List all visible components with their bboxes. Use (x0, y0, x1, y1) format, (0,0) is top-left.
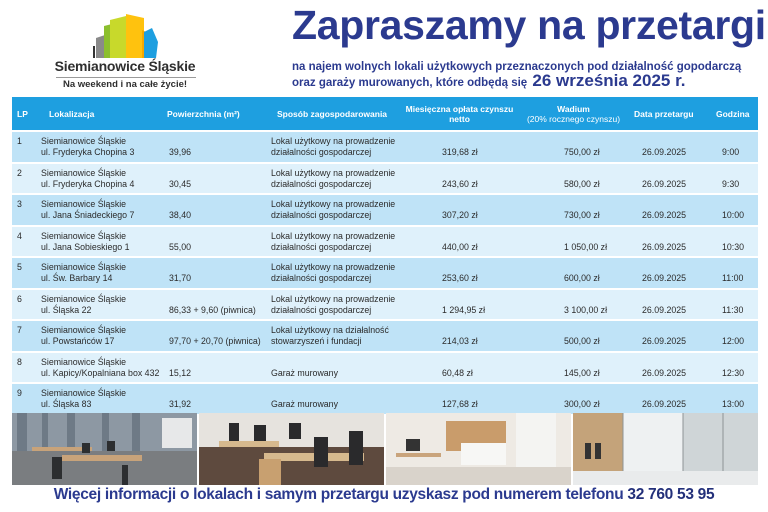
footer-contact (0, 486, 768, 504)
page-subtitle (292, 60, 741, 90)
cell-sposob (263, 227, 398, 257)
auction-time: 12:30 (722, 367, 745, 378)
auction-time: 11:30 (722, 304, 744, 315)
photo-glass-office (573, 413, 758, 485)
col-header-lokalizacja: Lokalizacja (49, 108, 95, 119)
street: ul. Kapicy/Kopalniana box 432 (41, 367, 160, 378)
auction-date: 26.09.2025 (642, 304, 687, 315)
cell-sposob (263, 384, 398, 414)
cell-godzina (706, 384, 758, 414)
row-number: 4 (17, 230, 22, 241)
logo-divider (56, 77, 196, 78)
cell-powierzchnia (155, 132, 263, 162)
photo-bright-office (386, 413, 571, 485)
area: 15,12 (169, 367, 192, 378)
use-line-1: Lokal użytkowy na prowadzenie (271, 136, 396, 146)
table-row (12, 227, 758, 257)
row-number: 5 (17, 262, 22, 272)
area: 38,40 (169, 210, 192, 220)
table-row (12, 164, 758, 194)
cell-wadium (521, 195, 626, 225)
city-logo (50, 8, 200, 88)
cell-data (626, 227, 706, 257)
col-header-wadium-line1: Wadium (557, 103, 590, 114)
auction-time: 12:00 (722, 336, 745, 346)
area: 39,96 (169, 147, 192, 157)
deposit: 500,00 zł (564, 336, 600, 346)
deposit: 145,00 zł (564, 367, 600, 378)
cell-lokalizacja (35, 227, 155, 257)
city: Siemianowice Śląskie (41, 356, 127, 367)
cell-lp (12, 227, 35, 257)
row-number: 6 (17, 293, 22, 304)
city: Siemianowice Śląskie (41, 136, 127, 146)
table-header (12, 97, 758, 130)
city-skyline-logo-icon (86, 12, 166, 58)
cell-sposob (263, 258, 398, 288)
auction-time: 10:30 (722, 241, 745, 252)
cell-lokalizacja (35, 195, 155, 225)
table-row (12, 384, 758, 414)
auction-date: 26.09.2025 (642, 399, 687, 409)
street: ul. Fryderyka Chopina 4 (41, 178, 135, 189)
cell-powierzchnia (155, 164, 263, 194)
cell-godzina (706, 164, 758, 194)
col-header-oplata-line1: Miesięczna opłata czynszu (405, 103, 514, 114)
subtitle-line-2-text: oraz garaży murowanych, które odbędą się (292, 77, 528, 89)
photo-open-office (12, 413, 197, 485)
footer-phone-number[interactable]: 32 760 53 95 (627, 486, 715, 503)
cell-lp (12, 321, 35, 351)
cell-sposob (263, 321, 398, 351)
col-header-wadium (521, 104, 626, 124)
cell-godzina (706, 321, 758, 351)
street: ul. Jana Śniadeckiego 7 (41, 210, 135, 220)
col-header-oplata-line2: netto (449, 113, 470, 124)
col-header-wadium-line2: (20% rocznego czynszu) (526, 113, 621, 124)
use-line-1: Lokal użytkowy na prowadzenie (271, 167, 396, 178)
city: Siemianowice Śląskie (41, 262, 127, 272)
photo-strip (12, 413, 758, 485)
street: ul. Jana Sobieskiego 1 (41, 241, 130, 252)
cell-sposob (263, 164, 398, 194)
table-row (12, 321, 758, 351)
use-line-1: Lokal użytkowy na prowadzenie (271, 199, 396, 209)
city: Siemianowice Śląskie (41, 167, 127, 178)
area: 97,70 + 20,70 (piwnica) (169, 336, 261, 346)
col-header-sposob: Sposób zagospodarowania (277, 108, 388, 119)
cell-wadium (521, 258, 626, 288)
table-row (12, 290, 758, 320)
cell-wadium (521, 321, 626, 351)
cell-wadium (521, 164, 626, 194)
deposit: 3 100,00 zł (564, 304, 608, 315)
auction-date: 26.09.2025 (642, 210, 687, 220)
cell-wadium (521, 384, 626, 414)
cell-oplata (398, 132, 521, 162)
cell-lokalizacja (35, 164, 155, 194)
monthly-rent: 319,68 zł (442, 147, 478, 157)
area: 30,45 (169, 178, 192, 189)
auction-date-highlight: 26 września 2025 r. (532, 71, 686, 90)
auction-date: 26.09.2025 (642, 336, 687, 346)
cell-data (626, 258, 706, 288)
col-header-godzina: Godzina (716, 108, 750, 119)
subtitle-line-1: na najem wolnych lokali użytkowych przeznaczonych pod działalność gopodarczą (292, 61, 742, 73)
area: 31,70 (169, 273, 192, 283)
col-header-lp: LP (17, 108, 28, 119)
cell-oplata (398, 164, 521, 194)
cell-oplata (398, 290, 521, 320)
cell-lokalizacja (35, 290, 155, 320)
cell-powierzchnia (155, 227, 263, 257)
area: 31,92 (169, 399, 192, 409)
cell-lp (12, 164, 35, 194)
auction-date: 26.09.2025 (642, 178, 687, 189)
cell-powierzchnia (155, 321, 263, 351)
cell-lp (12, 290, 35, 320)
row-number: 2 (17, 167, 22, 178)
monthly-rent: 243,60 zł (442, 178, 478, 189)
cell-lokalizacja (35, 258, 155, 288)
cell-lp (12, 132, 35, 162)
monthly-rent: 60,48 zł (442, 367, 473, 378)
table-row (12, 195, 758, 225)
cell-sposob (263, 132, 398, 162)
cell-oplata (398, 384, 521, 414)
cell-lokalizacja (35, 384, 155, 414)
cell-oplata (398, 321, 521, 351)
auction-time: 10:00 (722, 210, 745, 220)
cell-data (626, 384, 706, 414)
use-line-2: działalności gospodarczej (271, 241, 372, 252)
use-line-2: działalności gospodarczej (271, 147, 372, 157)
auction-time: 9:30 (722, 178, 740, 189)
street: ul. Fryderyka Chopina 3 (41, 147, 135, 157)
use-line-2: stowarzyszeń i fundacji (271, 336, 362, 346)
cell-sposob (263, 290, 398, 320)
auction-date: 26.09.2025 (642, 241, 687, 252)
cell-godzina (706, 353, 758, 383)
table-row (12, 132, 758, 162)
cell-oplata (398, 258, 521, 288)
cell-godzina (706, 258, 758, 288)
auction-time: 13:00 (722, 399, 745, 409)
cell-data (626, 290, 706, 320)
use-line-1: Lokal użytkowy na działalność (271, 325, 389, 335)
monthly-rent: 440,00 zł (442, 241, 478, 252)
deposit: 600,00 zł (564, 273, 600, 283)
cell-data (626, 164, 706, 194)
cell-wadium (521, 353, 626, 383)
city: Siemianowice Śląskie (41, 199, 127, 209)
subtitle-line-2 (292, 71, 741, 90)
cell-powierzchnia (155, 384, 263, 414)
area: 55,00 (169, 241, 192, 252)
cell-oplata (398, 195, 521, 225)
use-type: Garaż murowany (271, 367, 338, 378)
cell-godzina (706, 195, 758, 225)
cell-oplata (398, 227, 521, 257)
table-row (12, 258, 758, 288)
auction-table (12, 97, 758, 414)
footer-text: Więcej informacji o lokalach i samym przetargu uzyskasz pod numerem telefonu (53, 486, 624, 503)
table-body (12, 132, 758, 414)
deposit: 580,00 zł (564, 178, 600, 189)
deposit: 730,00 zł (564, 210, 600, 220)
cell-lp (12, 353, 35, 383)
cell-sposob (263, 195, 398, 225)
cell-godzina (706, 290, 758, 320)
street: ul. Śląska 83 (41, 399, 92, 409)
use-line-2: działalności gospodarczej (271, 273, 372, 283)
monthly-rent: 127,68 zł (442, 399, 478, 409)
auction-date: 26.09.2025 (642, 367, 687, 378)
use-line-1: Lokal użytkowy na prowadzenie (271, 262, 396, 272)
auction-date: 26.09.2025 (642, 147, 687, 157)
col-header-data: Data przetargu (634, 108, 694, 119)
cell-sposob (263, 353, 398, 383)
city: Siemianowice Śląskie (41, 293, 127, 304)
col-header-oplata (398, 104, 521, 124)
monthly-rent: 307,20 zł (442, 210, 478, 220)
use-line-2: działalności gospodarczej (271, 210, 372, 220)
auction-time: 9:00 (722, 147, 740, 157)
deposit: 300,00 zł (564, 399, 600, 409)
photo-office-desks (199, 413, 384, 485)
deposit: 1 050,00 zł (564, 241, 608, 252)
cell-powierzchnia (155, 258, 263, 288)
cell-data (626, 321, 706, 351)
cell-powierzchnia (155, 290, 263, 320)
city: Siemianowice Śląskie (41, 230, 127, 241)
cell-wadium (521, 227, 626, 257)
street: ul. Św. Barbary 14 (41, 273, 113, 283)
row-number: 8 (17, 356, 22, 367)
row-number: 9 (17, 388, 22, 398)
cell-wadium (521, 290, 626, 320)
cell-godzina (706, 227, 758, 257)
cell-lp (12, 384, 35, 414)
cell-godzina (706, 132, 758, 162)
cell-wadium (521, 132, 626, 162)
monthly-rent: 214,03 zł (442, 336, 478, 346)
deposit: 750,00 zł (564, 147, 600, 157)
cell-data (626, 195, 706, 225)
street: ul. Śląska 22 (41, 304, 92, 315)
table-row (12, 353, 758, 383)
monthly-rent: 1 294,95 zł (442, 304, 486, 315)
use-line-2: działalności gospodarczej (271, 178, 372, 189)
logo-tagline: Na weekend i na całe życie! (62, 79, 188, 90)
use-type: Garaż murowany (271, 399, 338, 409)
city: Siemianowice Śląskie (41, 388, 127, 398)
page-title: Zapraszamy na przetargi (292, 2, 766, 48)
col-header-powierzchnia: Powierzchnia (m²) (167, 108, 240, 119)
cell-data (626, 132, 706, 162)
area: 86,33 + 9,60 (piwnica) (169, 304, 256, 315)
cell-powierzchnia (155, 195, 263, 225)
cell-lokalizacja (35, 353, 160, 383)
cell-data (626, 353, 706, 383)
cell-lokalizacja (35, 132, 155, 162)
row-number: 1 (17, 136, 22, 146)
use-line-1: Lokal użytkowy na prowadzenie (271, 230, 396, 241)
row-number: 7 (17, 325, 22, 335)
auction-time: 11:00 (722, 273, 744, 283)
street: ul. Powstańców 17 (41, 336, 115, 346)
cell-lokalizacja (35, 321, 155, 351)
cell-lp (12, 258, 35, 288)
auction-date: 26.09.2025 (642, 273, 687, 283)
cell-oplata (398, 353, 521, 383)
cell-powierzchnia (155, 353, 263, 383)
monthly-rent: 253,60 zł (442, 273, 478, 283)
city: Siemianowice Śląskie (41, 325, 127, 335)
cell-lp (12, 195, 35, 225)
row-number: 3 (17, 199, 22, 209)
logo-city-name: Siemianowice Śląskie (54, 58, 196, 74)
use-line-1: Lokal użytkowy na prowadzenie (271, 293, 396, 304)
use-line-2: działalności gospodarczej (271, 304, 372, 315)
